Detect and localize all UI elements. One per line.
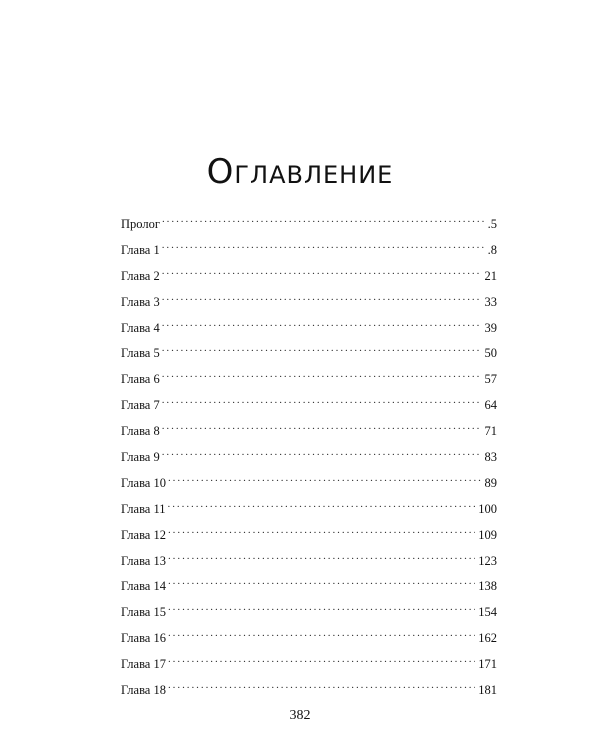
toc-dot-leader [162, 343, 482, 357]
toc-entry-page: 109 [478, 527, 497, 542]
toc-entry-page: 181 [478, 683, 497, 698]
toc-entry-label: Глава 5 [121, 346, 160, 361]
toc-entry-page: 154 [478, 605, 497, 620]
toc-title: Оглавление [206, 152, 394, 192]
toc-dot-leader [168, 680, 475, 694]
toc-entry-label: Глава 1 [121, 242, 160, 257]
toc-entry [121, 447, 497, 473]
toc-list [121, 214, 497, 706]
toc-entry-page: 33 [484, 294, 497, 309]
toc-entry-page: 138 [478, 579, 497, 594]
toc-entry-label: Глава 7 [121, 398, 160, 413]
toc-dot-leader [162, 214, 485, 228]
toc-entry [121, 421, 497, 447]
toc-entry [121, 551, 497, 577]
toc-entry [121, 343, 497, 369]
toc-dot-leader [162, 318, 482, 332]
toc-entry-page: .8 [487, 242, 497, 257]
toc-entry [121, 214, 497, 240]
toc-entry-page: 123 [478, 553, 497, 568]
toc-entry-label: Глава 4 [121, 320, 160, 335]
toc-dot-leader [162, 421, 482, 435]
toc-dot-leader [168, 654, 475, 668]
toc-dot-leader [168, 551, 475, 565]
toc-entry [121, 525, 497, 551]
toc-entry-page: .5 [487, 217, 497, 231]
page-number: 382 [289, 708, 311, 723]
toc-dot-leader [168, 602, 475, 616]
toc-dot-leader [162, 395, 482, 409]
toc-entry-page: 64 [484, 398, 497, 413]
toc-dot-leader [162, 240, 485, 254]
toc-entry [121, 266, 497, 292]
toc-entry-label: Глава 2 [121, 268, 160, 283]
toc-entry-label: Глава 9 [121, 450, 160, 465]
toc-entry-page: 21 [484, 268, 497, 283]
toc-dot-leader [162, 266, 482, 280]
toc-entry-label: Глава 3 [121, 294, 160, 309]
toc-entry [121, 369, 497, 395]
toc-entry-page: 57 [484, 372, 497, 387]
toc-entry [121, 395, 497, 421]
toc-entry-page: 162 [478, 631, 497, 646]
toc-entry-label: Глава 16 [121, 631, 166, 646]
toc-entry-page: 83 [484, 450, 497, 465]
toc-entry-label: Глава 6 [121, 372, 160, 387]
toc-entry [121, 240, 497, 266]
toc-dot-leader [168, 576, 475, 590]
toc-entry [121, 473, 497, 499]
toc-dot-leader [168, 499, 476, 513]
toc-entry-label: Глава 17 [121, 657, 166, 672]
toc-dot-leader [168, 525, 475, 539]
toc-entry-label: Глава 11 [121, 501, 166, 516]
toc-entry-label: Глава 18 [121, 683, 166, 698]
toc-entry-page: 171 [478, 657, 497, 672]
toc-dot-leader [162, 369, 482, 383]
toc-dot-leader [168, 628, 475, 642]
toc-dot-leader [168, 473, 482, 487]
toc-entry-page: 71 [484, 424, 497, 439]
toc-entry-label: Глава 8 [121, 424, 160, 439]
toc-entry-page: 39 [484, 320, 497, 335]
toc-entry-page: 89 [484, 475, 497, 490]
toc-entry [121, 628, 497, 654]
toc-entry [121, 292, 497, 318]
toc-entry-page: 100 [478, 501, 497, 516]
toc-entry [121, 680, 497, 706]
toc-entry [121, 318, 497, 344]
toc-entry-label: Глава 12 [121, 527, 166, 542]
toc-entry [121, 576, 497, 602]
toc-entry-label: Пролог [121, 217, 160, 231]
toc-entry-label: Глава 15 [121, 605, 166, 620]
toc-entry [121, 499, 497, 525]
toc-entry-page: 50 [484, 346, 497, 361]
toc-dot-leader [162, 447, 482, 461]
toc-entry-label: Глава 10 [121, 475, 166, 490]
toc-entry [121, 602, 497, 628]
toc-entry [121, 654, 497, 680]
toc-dot-leader [162, 292, 482, 306]
toc-entry-label: Глава 14 [121, 579, 166, 594]
toc-entry-label: Глава 13 [121, 553, 166, 568]
